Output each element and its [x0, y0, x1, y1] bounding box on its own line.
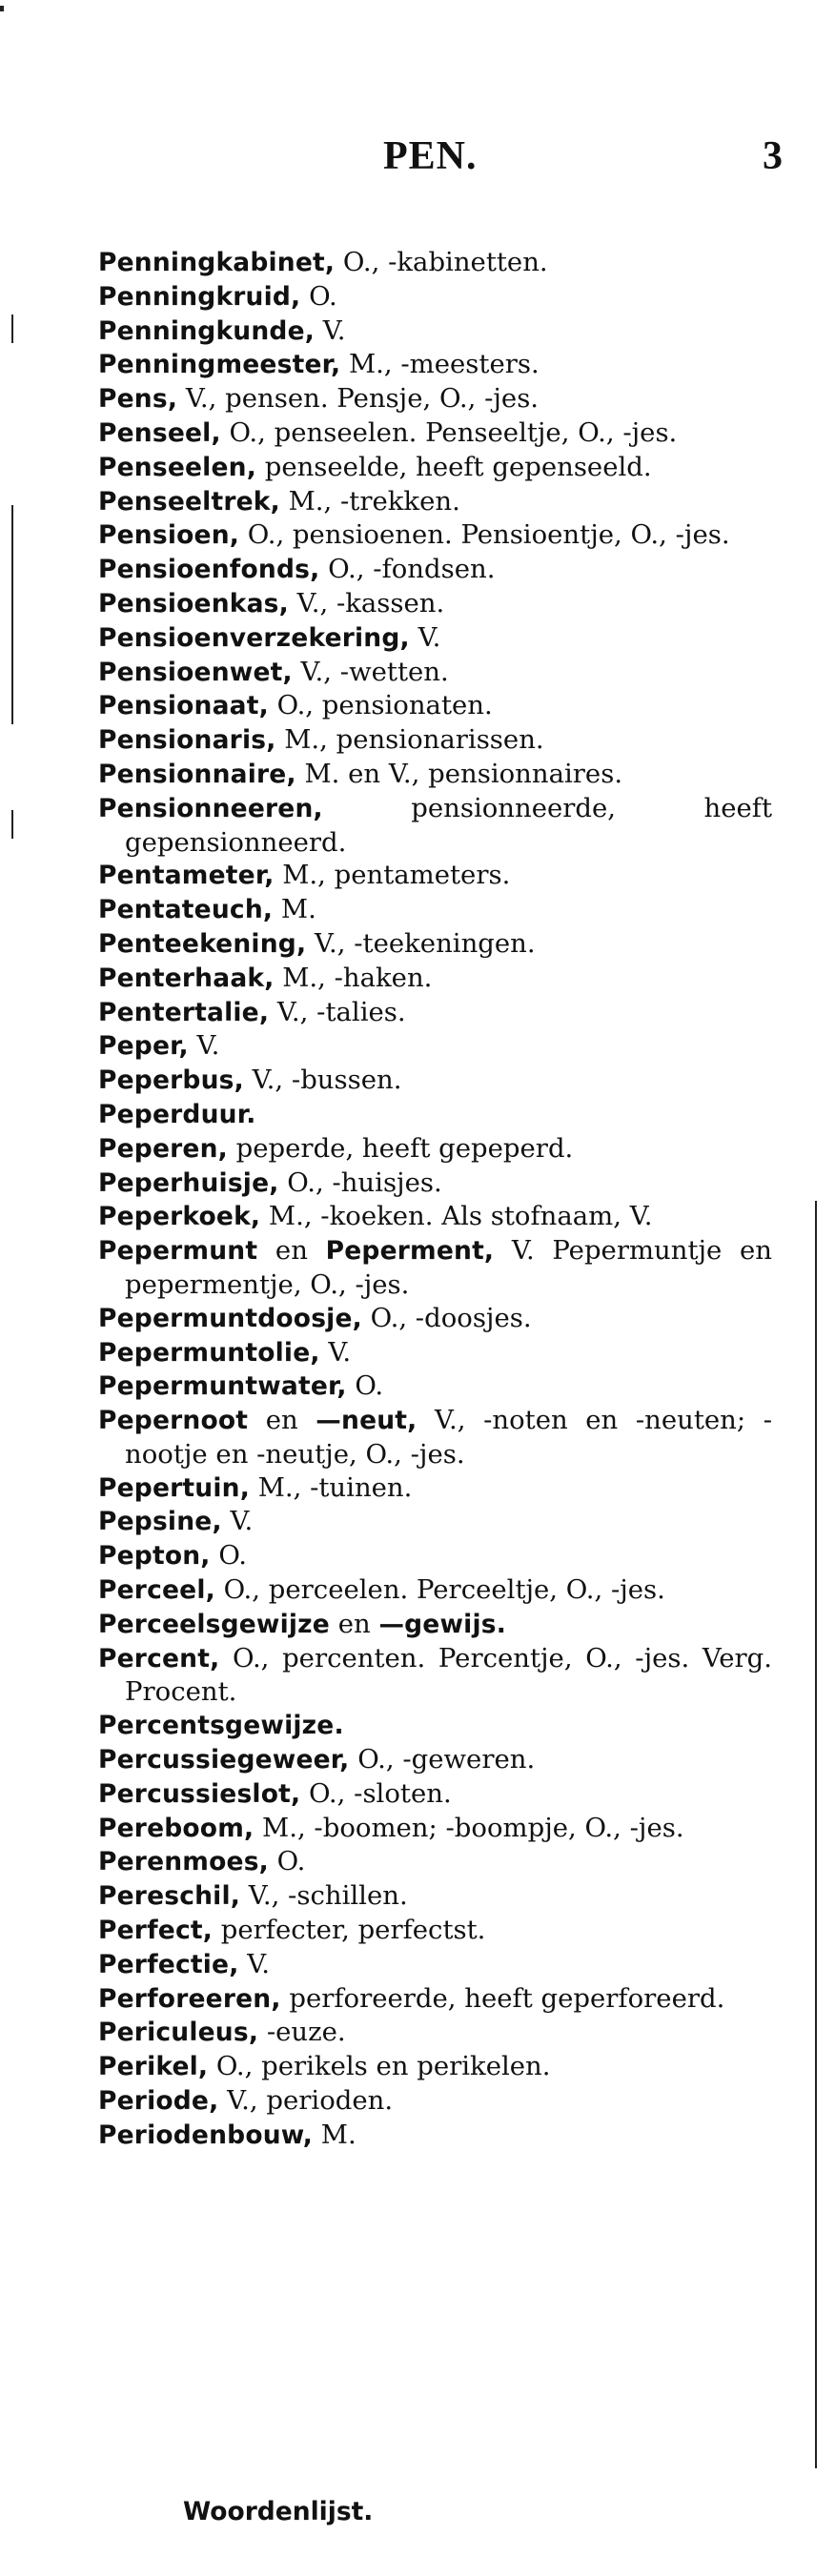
margin-line: [11, 810, 13, 839]
dictionary-entry: [98, 1132, 772, 1166]
dictionary-entry: [98, 518, 772, 553]
entry-headword: Periode,: [98, 2086, 219, 2117]
entry-definition: -euze.: [258, 2017, 346, 2048]
entry-definition: V., -bussen.: [243, 1065, 402, 1096]
dictionary-entry: [98, 348, 772, 382]
dictionary-entry: [98, 1608, 772, 1642]
page-header: [0, 133, 835, 191]
entry-definition: M., pensionarissen.: [275, 724, 544, 756]
entry-headword: Peperbus,: [98, 1065, 244, 1096]
entry-headword: Pepton,: [98, 1541, 211, 1572]
page-title: PEN.: [383, 134, 478, 178]
entry-definition: peperde, heeft gepeperd.: [227, 1132, 574, 1164]
dictionary-entry: [98, 1302, 772, 1336]
dictionary-entry: [98, 416, 772, 451]
dictionary-entry: [98, 1369, 772, 1404]
dictionary-entry: [98, 1234, 772, 1302]
dictionary-entry: [98, 1166, 772, 1201]
entry-headword: Perikel,: [98, 2052, 209, 2082]
entry-definition: O., -kabinetten.: [335, 247, 548, 277]
entry-definition: M., pentameters.: [274, 860, 511, 891]
entry-definition: V., pensen. Pensje, O., -jes.: [177, 383, 540, 415]
dictionary-entry: [98, 723, 772, 758]
dictionary-entry: [98, 621, 772, 656]
dictionary-entry: [98, 859, 772, 893]
dictionary-entry: [98, 451, 772, 485]
entry-headword: Penningkunde,: [98, 315, 316, 346]
entry-headword: Pepermuntdoosje,: [98, 1303, 362, 1333]
entry-definition: O., perikels en perikelen.: [208, 2051, 551, 2082]
entry-definition: M., -haken.: [274, 962, 433, 993]
entry-variant-headword: Peperment,: [325, 1236, 495, 1267]
entry-definition: V.: [409, 621, 441, 653]
entry-definition: M., -tuinen.: [249, 1471, 413, 1503]
entry-headword: Pereschil,: [98, 1881, 241, 1912]
entry-definition: M., -koeken. Als stofnaam, V.: [260, 1201, 653, 1232]
entry-headword: Perceelsgewijze: [98, 1609, 330, 1639]
entry-definition: penseelde, heeft gepenseeld.: [255, 451, 652, 482]
entry-definition: M. en V., pensionnaires.: [295, 758, 623, 789]
entry-headword: Penningkruid,: [98, 281, 301, 312]
dictionary-entry: [98, 1404, 772, 1471]
dictionary-entry: [98, 246, 772, 280]
dictionary-entry: [98, 1812, 772, 1846]
entry-headword: Perforeeren,: [98, 1983, 281, 2014]
entry-headword: Pepermuntwater,: [98, 1371, 347, 1402]
entry-definition: V., -kassen.: [288, 587, 445, 619]
entry-headword: Pentateuch,: [98, 895, 274, 925]
entry-definition: O., pensionaten.: [268, 690, 493, 721]
entry-headword: Pensioen,: [98, 520, 240, 551]
entry-headword: Pens,: [98, 384, 178, 415]
dictionary-entry: [98, 1573, 772, 1608]
entry-definition: V., perioden.: [218, 2085, 394, 2117]
entry-headword: Pensioenverzekering,: [98, 622, 410, 653]
entry-definition: pensionneerde, heeft gepensionneerd.: [125, 792, 772, 858]
dictionary-entry: [98, 1539, 772, 1573]
entry-headword: Pentameter,: [98, 861, 275, 891]
entry-definition: V., -talies.: [269, 996, 406, 1027]
entry-headword: Perceel,: [98, 1575, 215, 1606]
dictionary-entry: [98, 996, 772, 1030]
dictionary-entry: [98, 314, 772, 349]
entry-definition: O., -fondsen.: [319, 554, 496, 585]
entry-variant-headword: —neut,: [316, 1406, 418, 1436]
entry-definition: O., -sloten.: [300, 1777, 452, 1809]
dictionary-entry: [98, 1336, 772, 1370]
entry-headword: Peper,: [98, 1031, 189, 1062]
dictionary-entry: [98, 1743, 772, 1777]
entry-definition: V., -schillen.: [240, 1880, 408, 1912]
entry-definition: M.: [273, 894, 316, 925]
entry-headword: Pepertuin,: [98, 1472, 250, 1503]
dictionary-entry: [98, 962, 772, 996]
dictionary-entry: [98, 1879, 772, 1914]
entry-variant-headword: —gewijs.: [378, 1609, 506, 1639]
dictionary-entry: [98, 1982, 772, 2017]
entry-headword: Pentertalie,: [98, 997, 270, 1027]
entry-headword: Pepermuntolie,: [98, 1337, 320, 1368]
margin-line: [11, 505, 13, 724]
entry-headword: Penseel,: [98, 417, 221, 448]
entry-headword: Pensionaris,: [98, 725, 276, 756]
entry-headword: Percussieslot,: [98, 1778, 301, 1809]
entry-headword: Pensionaat,: [98, 691, 269, 721]
margin-line: [11, 314, 13, 343]
entry-definition: V., -teekeningen.: [306, 927, 536, 959]
footer-signature: Woordenlijst.: [183, 2497, 374, 2526]
entry-headword: Penseelen,: [98, 452, 256, 482]
entry-headword: Penningkabinet,: [98, 248, 336, 277]
entry-definition: V.: [315, 314, 346, 346]
dictionary-entry: [98, 792, 772, 860]
entry-headword: Pensioenfonds,: [98, 555, 320, 585]
entry-definition: V.: [221, 1506, 254, 1537]
entry-definition: perfecter, perfectst.: [213, 1915, 486, 1946]
entry-definition: O.: [300, 280, 337, 312]
entry-definition: O., pensioenen. Pensioentje, O., -jes.: [239, 519, 730, 551]
page-number: 3: [763, 134, 783, 178]
entry-headword: Pensioenkas,: [98, 588, 289, 619]
entry-definition: V., -noten en -neuten; -nootje en -neutje, O., -jes.: [125, 1405, 772, 1470]
entry-definition: O.: [268, 1846, 306, 1877]
dictionary-entry: [98, 1709, 772, 1743]
dictionary-entry: [98, 2119, 772, 2153]
entry-definition: O.: [346, 1370, 384, 1402]
dictionary-entry: [98, 1777, 772, 1812]
entry-headword: Pepernoot: [98, 1406, 249, 1436]
dictionary-entry: [98, 689, 772, 723]
entry-definition: O.: [210, 1540, 247, 1572]
entry-definition: V.: [188, 1030, 220, 1062]
entry-definition: O., perceelen. Perceeltje, O., -jes.: [214, 1574, 665, 1606]
entry-headword: Pepsine,: [98, 1507, 222, 1537]
entry-headword: Penterhaak,: [98, 963, 275, 993]
entry-headword: Penteekening,: [98, 928, 307, 959]
dictionary-entry: [98, 382, 772, 416]
entry-definition: M.: [313, 2119, 356, 2150]
entry-definition: V.: [238, 1948, 271, 1979]
dictionary-entry: [98, 1948, 772, 1982]
dictionary-entry: [98, 1200, 772, 1234]
entry-headword: Perenmoes,: [98, 1847, 269, 1877]
dictionary-entry: [98, 2050, 772, 2084]
dictionary-entry: [98, 893, 772, 927]
dictionary-entry: [98, 1029, 772, 1064]
entry-headword: Percentsgewijze.: [98, 1711, 344, 1741]
entry-definition: V., -wetten.: [292, 656, 449, 687]
dictionary-entry: [98, 1471, 772, 1506]
entry-definition: en: [329, 1608, 379, 1639]
entry-headword: Peperduur.: [98, 1099, 256, 1129]
entry-headword: Peperkoek,: [98, 1202, 261, 1232]
entry-list: [98, 246, 772, 2153]
entry-headword: Periculeus,: [98, 2018, 259, 2048]
entry-headword: Pepermunt: [98, 1236, 258, 1267]
entry-headword: Pensioenwet,: [98, 657, 293, 687]
entry-definition: en: [257, 1235, 326, 1267]
entry-definition: en: [248, 1405, 316, 1436]
dictionary-entry: [98, 1642, 772, 1710]
dictionary-entry: [98, 1064, 772, 1098]
dictionary-entry: [98, 1098, 772, 1132]
scan-mark: [0, 6, 4, 11]
dictionary-entry: [98, 485, 772, 519]
dictionary-entry: [98, 927, 772, 962]
entry-definition: O., -huisjes.: [278, 1166, 442, 1198]
entry-headword: Pereboom,: [98, 1813, 255, 1843]
dictionary-entry: [98, 280, 772, 314]
entry-definition: O., -doosjes.: [361, 1302, 532, 1333]
dictionary-entry: [98, 1845, 772, 1879]
dictionary-entry: [98, 2016, 772, 2050]
entry-definition: O., penseelen. Penseeltje, O., -jes.: [220, 416, 678, 448]
entry-headword: Perfect,: [98, 1916, 214, 1946]
dictionary-entry: [98, 553, 772, 587]
dictionary-entry: [98, 587, 772, 621]
entry-headword: Perfectie,: [98, 1949, 239, 1979]
entry-headword: Pensionnaire,: [98, 759, 296, 789]
entry-headword: Percussiegeweer,: [98, 1745, 350, 1775]
entry-definition: O., -geweren.: [349, 1744, 536, 1775]
entry-definition: M., -boomen; -boompje, O., -jes.: [254, 1812, 684, 1843]
entry-definition: perforeerde, heeft geperforeerd.: [280, 1982, 725, 2014]
entry-headword: Periodenbouw,: [98, 2120, 314, 2150]
dictionary-entry: [98, 1505, 772, 1539]
entry-headword: Percent,: [98, 1643, 220, 1673]
dictionary-entry: [98, 2084, 772, 2119]
entry-headword: Pensionneeren,: [98, 793, 323, 823]
entry-definition: M., -meesters.: [340, 349, 540, 380]
entry-definition: V.: [319, 1336, 352, 1368]
entry-definition: M., -trekken.: [279, 485, 460, 517]
dictionary-entry: [98, 1914, 772, 1948]
entry-headword: Penseeltrek,: [98, 486, 280, 517]
margin-line: [815, 1201, 817, 2468]
entry-headword: Penningmeester,: [98, 350, 341, 380]
dictionary-entry: [98, 656, 772, 690]
entry-definition: V. Pepermuntje en pepermentje, O., -jes.: [125, 1235, 773, 1300]
dictionary-entry: [98, 758, 772, 792]
entry-headword: Peperhuisje,: [98, 1167, 279, 1198]
entry-definition: O., percenten. Percentje, O., -jes. Verg. Procent.: [125, 1642, 772, 1708]
entry-headword: Peperen,: [98, 1133, 228, 1164]
